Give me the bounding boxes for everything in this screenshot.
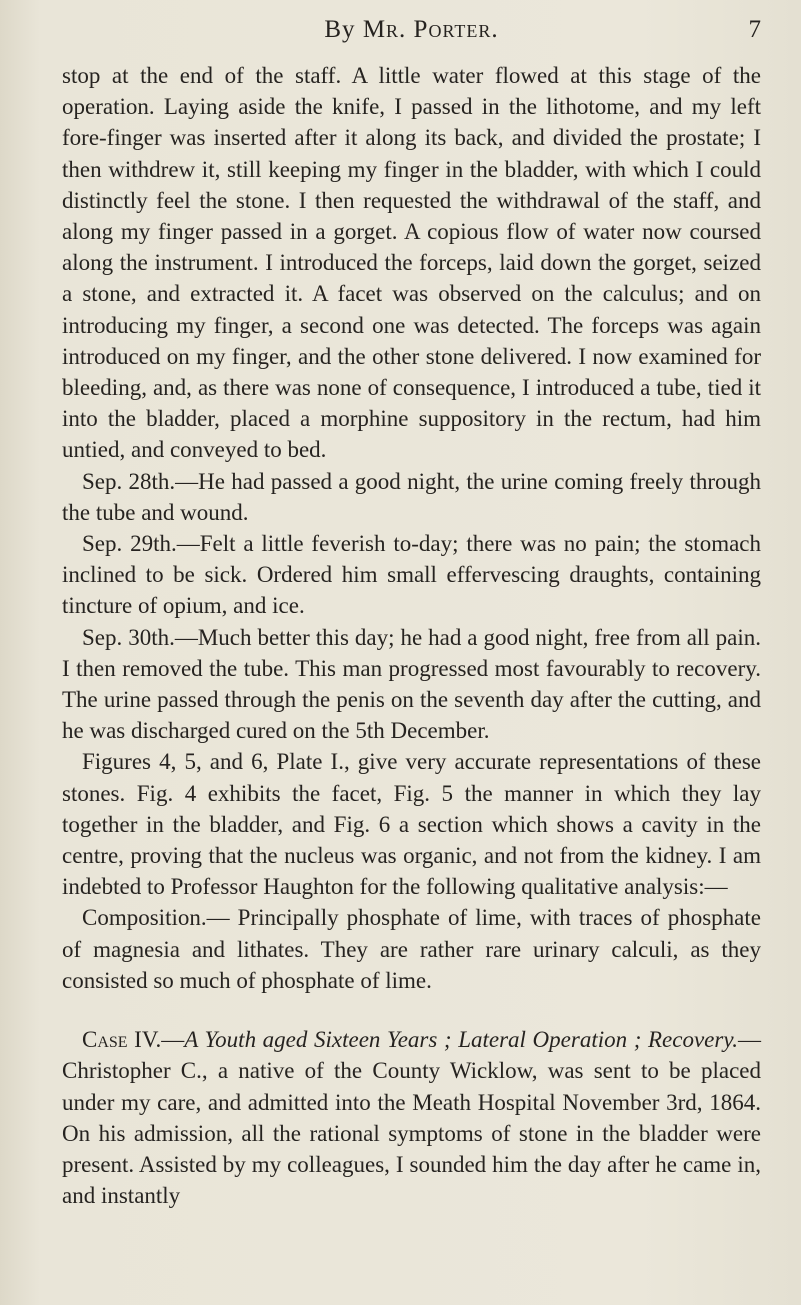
paragraph-sep-28: Sep. 28th.—He had passed a good night, the urine coming freely through the tube and wound. [62, 468, 761, 525]
paragraph-composition: Composition.— Principally phosphate of lime, with traces of phosphate of magnesia and lithates. They are rather rare urinary calculi, as they consisted so much of phosphate of lime. [62, 905, 761, 993]
case-dash: — [161, 1027, 185, 1053]
paragraph-sep-29: Sep. 29th.—Felt a little feverish to-day; there was no pain; the stomach inclined to be sick. Ordered him small effervescing draughts, containing tincture of opium, and ice. [62, 531, 761, 619]
paragraph-operation-continued: stop at the end of the staff. A little water flowed at this stage of the operation. Laying aside the knife, I passed in the lithotome, and my left fore-finger was inserted after it along its back, and divided the prostate; I then withdrew it, still keeping my finger in the bladder, with which I could distinctly feel the stone. I then requested the withdrawal of the staff, and along my finger passed in a gorget. A copious flow of water now coursed along the instrument. I introduced the forceps, laid down the gorget, seized a stone, and extracted it. A facet was observed on the calculus; and on introducing my finger, a second one was detected. The forceps was again introduced on my finger, and the other stone delivered. I now examined for bleeding, and, as there was none of consequence, I introduced a tube, tied it into the bladder, placed a morphine suppository in the rectum, had him untied, and conveyed to bed. [62, 63, 761, 463]
paragraph-figures: Figures 4, 5, and 6, Plate I., give very accurate representations of these stones. Fig. 4 exhibits the facet, Fig. 5 the manner in which they lay together in the bladder, and Fig. 6 a section which shows a cavity in the centre, proving that the nucleus was organic, and not from the kidney. I am indebted to Professor Haughton for the following qualitative analysis:— [62, 749, 761, 900]
running-head-prefix: By [324, 16, 363, 43]
body-text [62, 60, 761, 1211]
running-head [62, 0, 761, 60]
case-title: A Youth aged Sixteen Years ; Lateral Operation ; Recovery. [184, 1027, 739, 1053]
running-head-title [62, 16, 761, 44]
case-label: Case IV. [82, 1027, 162, 1053]
case-body: —Christopher C., a native of the County Wicklow, was sent to be placed under my care, and admitted into the Meath Hospital November 3rd, 1864. On his admission, all the rational symptoms of stone in the bladder were present. Assisted by my colleagues, I sounded him the day after he came in, and instantly [62, 1027, 762, 1209]
paragraph-case-iv [62, 1024, 761, 1211]
paragraph-sep-30: Sep. 30th.—Much better this day; he had a good night, free from all pain. I then removed the tube. This man progressed most favourably to recovery. The urine passed through the penis on the seventh day after the cutting, and he was discharged cured on the 5th December. [62, 624, 761, 744]
page-number: 7 [748, 16, 761, 43]
running-head-author: Mr. Porter. [362, 16, 499, 43]
